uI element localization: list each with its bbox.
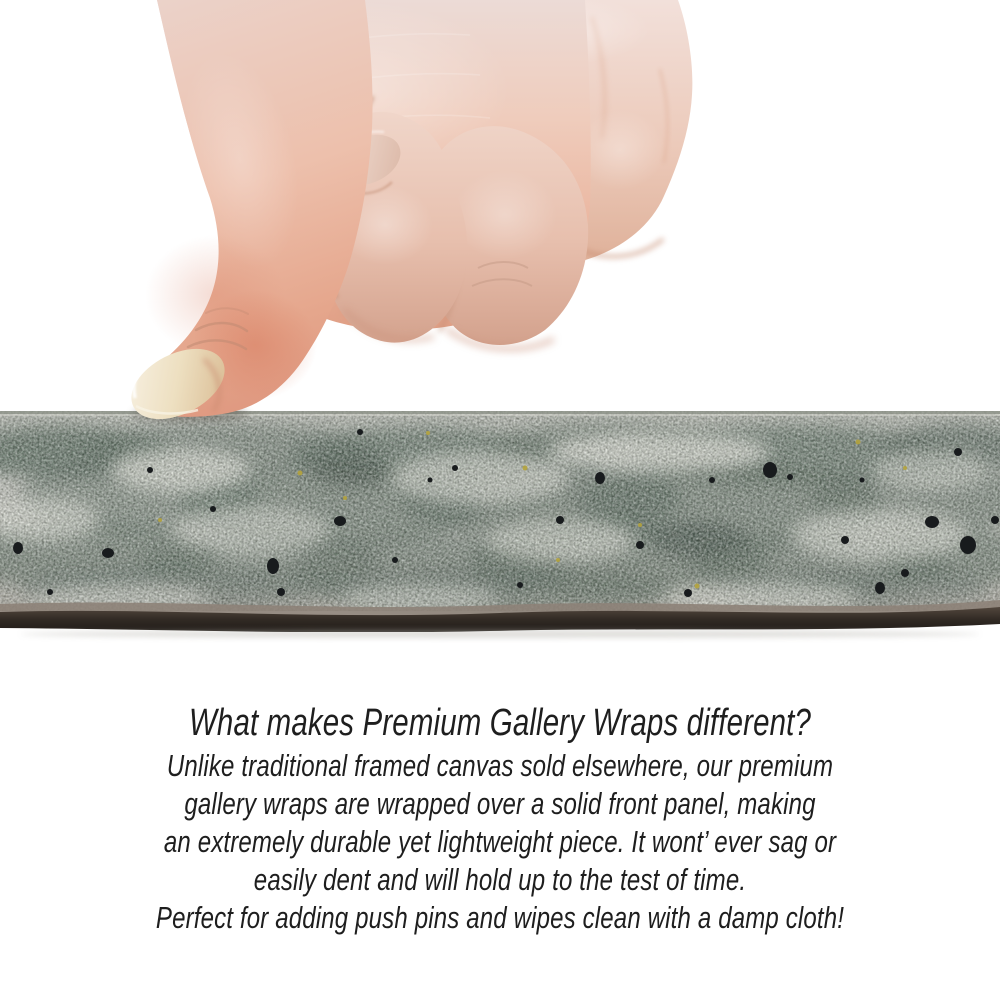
body-line-2: gallery wraps are wrapped over a solid front panel, making — [184, 786, 816, 821]
body-line-5: Perfect for adding push pins and wipes clean with a damp cloth! — [155, 900, 845, 935]
canvas-edge-photo — [0, 411, 1000, 632]
headline: What makes Premium Gallery Wraps different? — [188, 702, 812, 744]
body-line-3: an extremely durable yet lightweight piece. It wont’ ever sag or — [163, 824, 837, 859]
body-line-1: Unlike traditional framed canvas sold elsewhere, our premium — [166, 748, 834, 783]
hand-photo — [120, 0, 693, 433]
marketing-text — [0, 700, 1000, 937]
body-line-4: easily dent and will hold up to the test of time. — [253, 862, 747, 897]
